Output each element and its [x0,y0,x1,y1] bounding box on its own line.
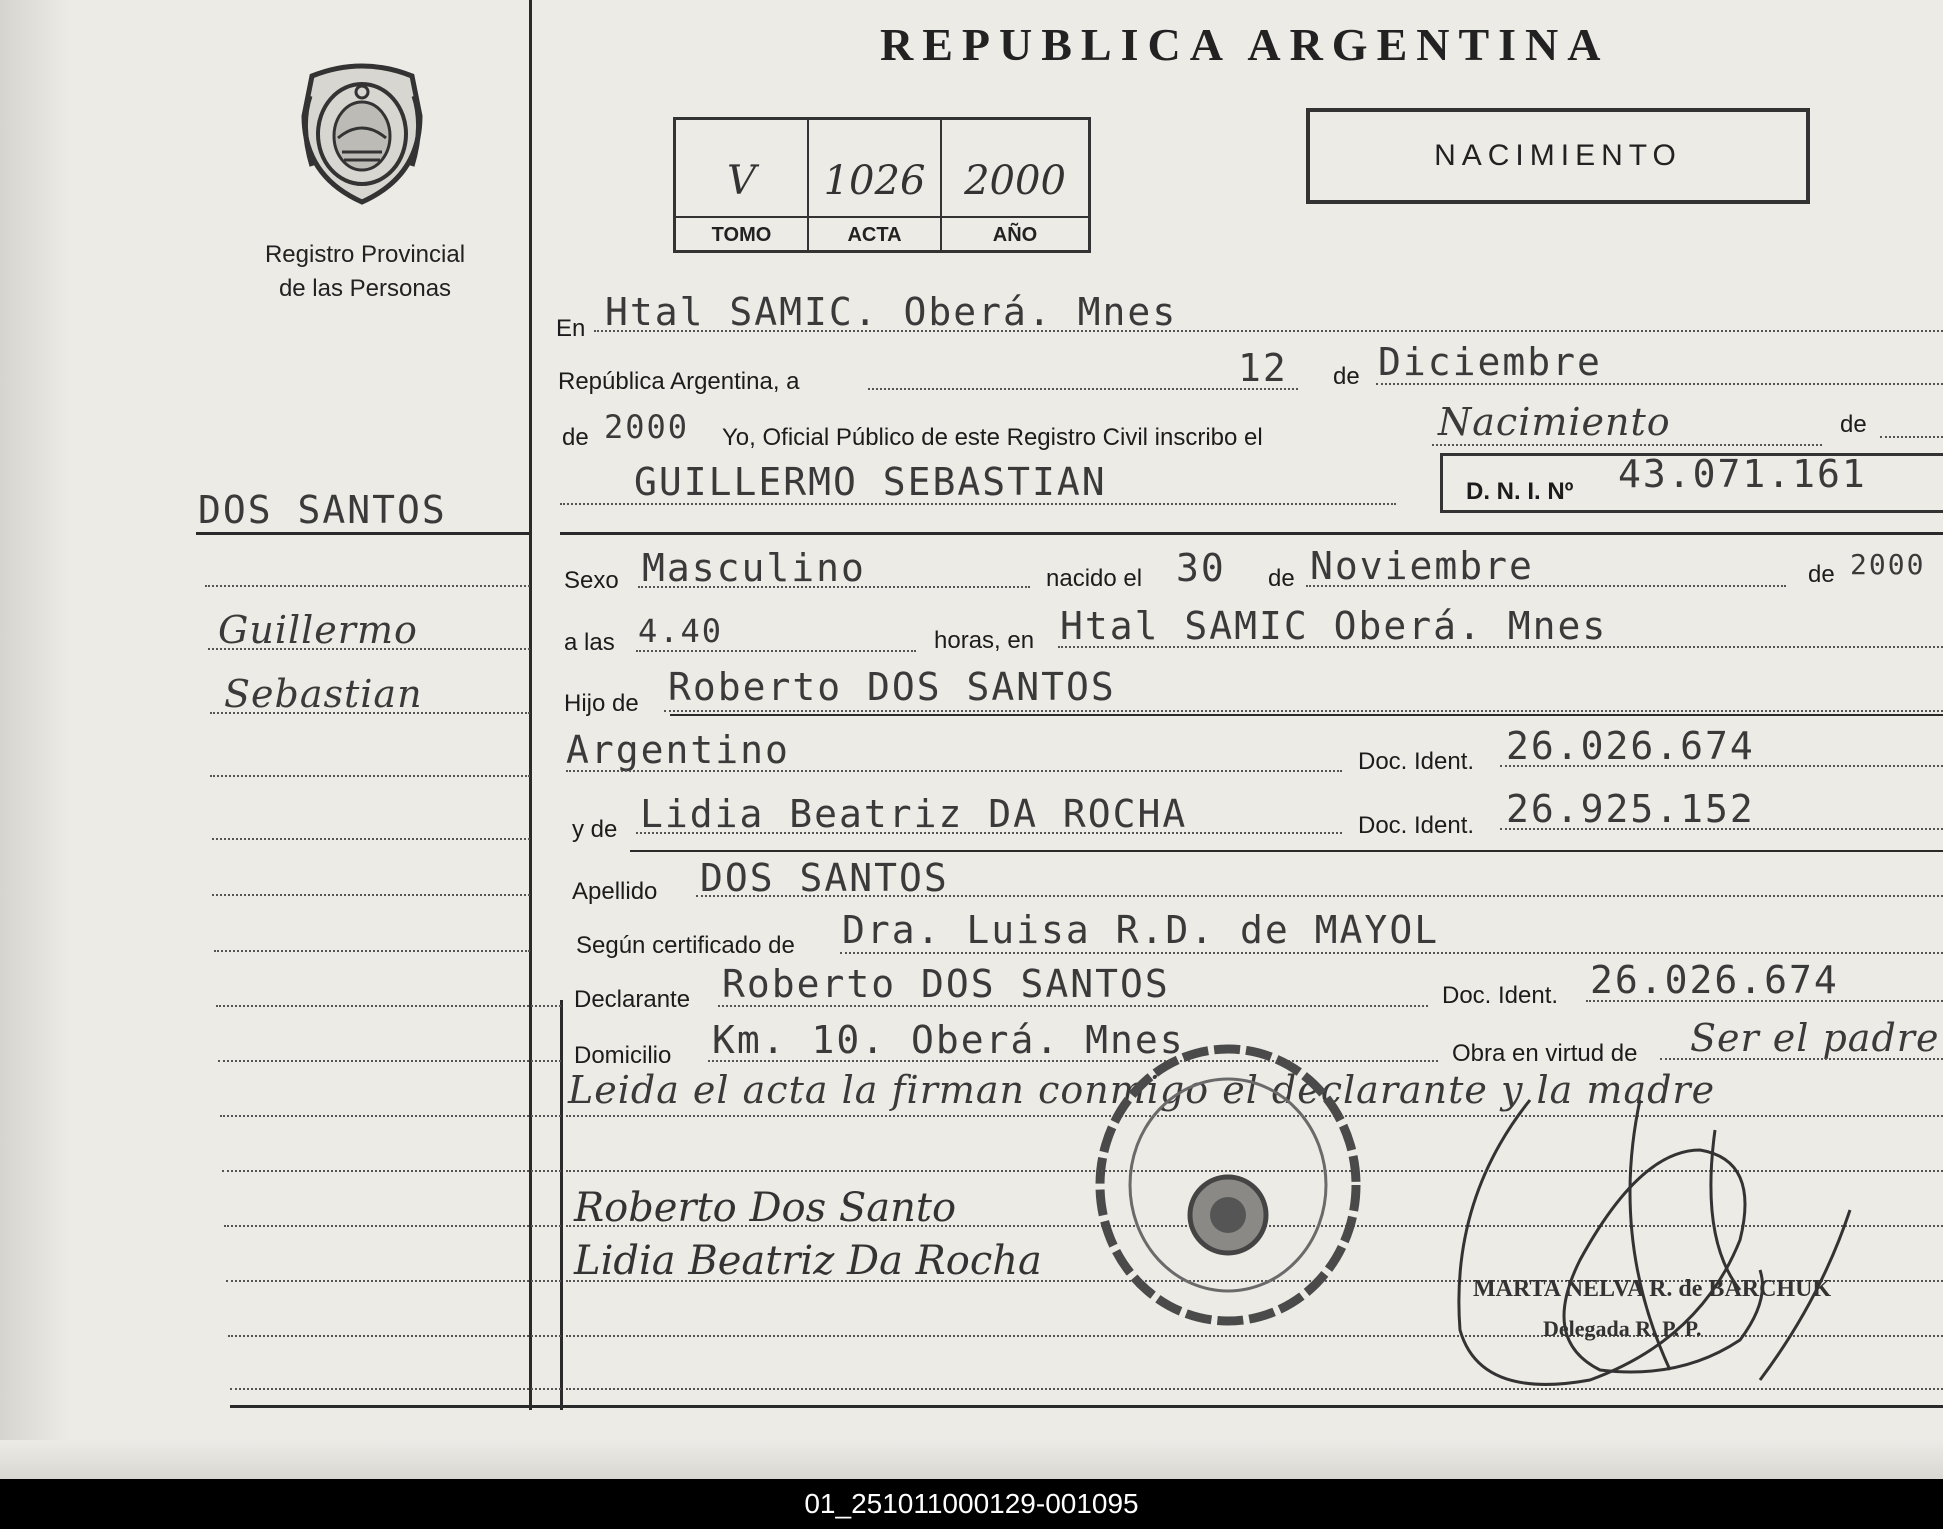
dotted-line [638,586,1030,588]
sidebar-line [220,1115,561,1117]
de-label: de [1840,411,1867,438]
document-title: REPUBLICA ARGENTINA [880,19,1610,70]
segun-certificado-label: Según certificado de [576,932,795,959]
doc-ident-label: Doc. Ident. [1358,748,1475,775]
sidebar-surname: DOS SANTOS [198,488,447,532]
de-label: de [1808,561,1835,588]
birth-month: Noviembre [1310,544,1534,588]
dotted-line [840,952,1943,954]
sidebar-line [208,648,530,650]
image-code: 01_251011000129-001095 [0,1479,1943,1529]
dotted-line [636,832,1342,834]
sidebar-line [205,585,530,587]
acta-cell [809,120,942,250]
mother-signature: Lidia Beatriz Da Rocha [574,1238,1042,1284]
org-line-1: Registro Provincial [264,241,466,268]
yo-oficial-label: Yo, Oficial Público de este Registro Civil inscribo el [722,424,1263,451]
sexo-label: Sexo [564,567,619,594]
birth-day: 30 [1176,546,1226,590]
de-label: de [562,424,589,451]
birth-hour: 4.40 [638,612,724,650]
dni-number: 43.071.161 [1618,452,1867,496]
sidebar-second-name: Sebastian [224,672,423,716]
org-line-2: de las Personas [278,275,452,302]
horas-en-label: horas, en [934,627,1035,654]
en-value: Htal SAMIC. Oberá. Mnes [605,290,1178,334]
mother-doc: 26.925.152 [1506,787,1755,831]
anio-cell [942,120,1088,250]
misiones-seal-icon [292,56,432,206]
apellido-label: Apellido [572,878,658,905]
dotted-line [1376,383,1943,385]
dotted-line [1306,585,1786,587]
dotted-line [868,388,1298,390]
republica-label: República Argentina, a [558,368,800,395]
form-rule-1 [560,532,1943,535]
dotted-line [566,770,1342,772]
registry-name [230,238,500,306]
a-las-label: a las [564,629,615,656]
tomo-label: TOMO [676,216,807,247]
page-shadow [0,0,70,1479]
sidebar-line [210,775,530,777]
domicilio-label: Domicilio [574,1042,672,1069]
dotted-line [1586,1000,1943,1002]
address-value: Km. 10. Oberá. Mnes [712,1018,1185,1062]
acta-label: ACTA [809,216,940,247]
virtue-value: Ser el padre [1690,1016,1940,1060]
birth-place: Htal SAMIC Oberá. Mnes [1060,604,1608,648]
official-role: Delegada R. P. P. [1543,1316,1702,1341]
dni-label: D. N. I. Nº [1466,478,1574,505]
sex-value: Masculino [642,546,866,590]
certificate-type-box: NACIMIENTO [1306,108,1810,204]
certificate-doctor: Dra. Luisa R.D. de MAYOL [842,908,1440,952]
sidebar-line [212,894,530,896]
y-de-label: y de [572,816,618,843]
registration-year: 2000 [604,408,690,446]
declarant-doc: 26.026.674 [1590,958,1839,1002]
sidebar-rule [196,532,531,535]
register-table [673,117,1091,253]
sidebar-line [210,712,530,714]
sidebar-line [212,838,530,840]
tomo-cell [676,120,809,250]
sidebar-line [218,1060,561,1062]
de-label: de [1333,363,1360,390]
doc-ident-label: Doc. Ident. [1358,812,1475,839]
father-signature: Roberto Dos Santo [574,1185,957,1231]
anio-label: AÑO [942,216,1088,247]
sidebar-line [214,950,530,952]
column-divider-top [529,0,532,1410]
acta-value: 1026 [823,158,926,204]
mother-name: Lidia Beatriz DA ROCHA [640,792,1188,836]
sidebar-first-name: Guillermo [218,608,418,652]
sidebar-line [216,1005,561,1007]
father-name: Roberto DOS SANTOS [668,665,1116,709]
surname-value: DOS SANTOS [700,856,949,900]
father-doc: 26.026.674 [1506,724,1755,768]
dotted-line [1432,444,1822,446]
dotted-line [664,710,1943,712]
declarante-label: Declarante [574,986,691,1013]
nacido-label: nacido el [1046,565,1143,592]
dotted-line [594,330,1943,332]
child-name: GUILLERMO SEBASTIAN [634,460,1107,504]
inscription-type: Nacimiento [1438,400,1671,444]
sidebar-line [228,1335,561,1337]
form-rule-2 [670,714,1943,716]
sidebar-line [230,1388,561,1390]
dotted-line [718,1005,1428,1007]
reading-statement: Leida el acta la firman conmigo el declarante y la madre [568,1068,1716,1112]
sidebar-line [224,1225,561,1227]
dotted-line [1058,646,1943,648]
dotted-line [636,650,916,652]
birth-year: 2000 [1850,548,1926,581]
dotted-line [1880,436,1943,438]
page-shadow-bottom [0,1440,1943,1479]
dotted-line [1500,828,1943,830]
en-label: En [556,315,586,342]
tomo-value: V [727,158,756,204]
father-nationality: Argentino [566,728,790,772]
official-name: MARTA NELVA R. de BARCHUK [1473,1276,1832,1302]
official-stamp-icon [1088,1040,1368,1330]
obra-en-virtud-label: Obra en virtud de [1452,1040,1638,1067]
dotted-line [1500,765,1943,767]
dotted-line [560,503,1396,505]
declarant-name: Roberto DOS SANTOS [722,962,1170,1006]
doc-ident-label: Doc. Ident. [1442,982,1559,1009]
de-label: de [1268,565,1295,592]
registration-day: 12 [1238,346,1288,390]
anio-value: 2000 [964,158,1066,204]
registration-month: Diciembre [1378,340,1602,384]
sidebar-line [226,1280,561,1282]
official-signature-icon [1440,1040,1860,1420]
sidebar-line [222,1170,561,1172]
hijo-de-label: Hijo de [564,690,639,717]
dotted-line [696,895,1943,897]
form-rule-3 [630,850,1943,852]
